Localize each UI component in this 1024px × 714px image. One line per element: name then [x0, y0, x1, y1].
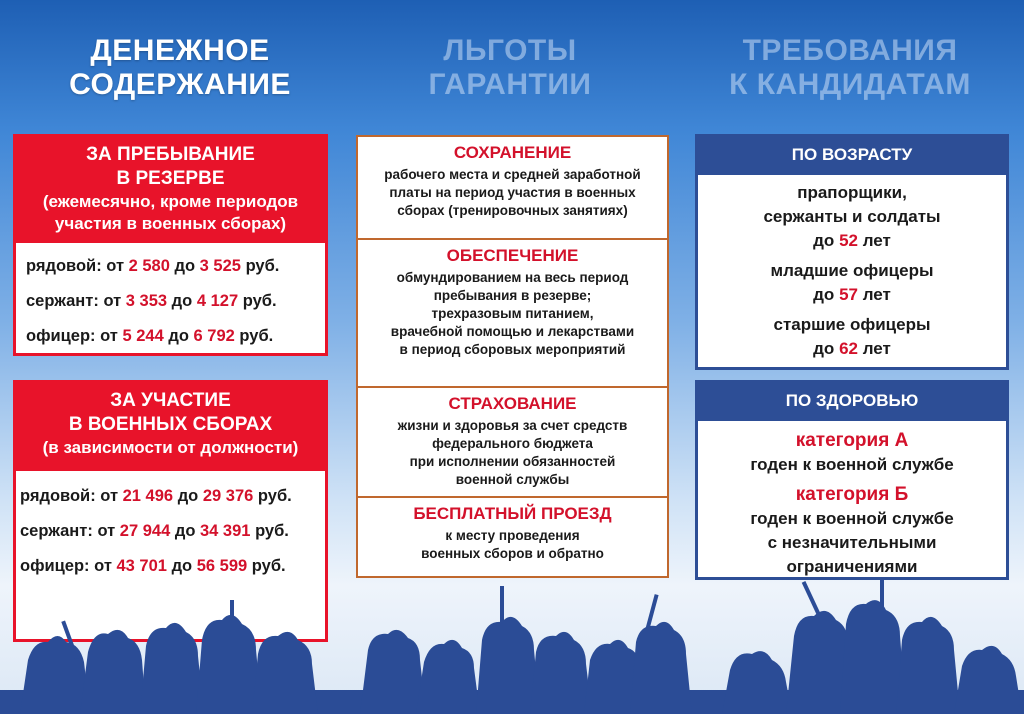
- age-group-junior-officers: [698, 259, 1006, 307]
- benefit-free-travel: [356, 496, 669, 578]
- health-category-label: категория А: [795, 430, 909, 451]
- word-from: от: [106, 257, 125, 275]
- benefit-line: федерального бюджета: [432, 436, 593, 451]
- benefit-body: [358, 164, 667, 220]
- currency: руб.: [242, 292, 277, 310]
- benefit-line: рабочего места и средней заработной: [384, 167, 641, 182]
- word-to: до: [177, 487, 199, 505]
- benefit-title: БЕСПЛАТНЫЙ ПРОЕЗД: [413, 504, 612, 523]
- benefit-line: к месту проведения: [445, 528, 580, 543]
- health-category-desc: ограничениями: [786, 557, 918, 576]
- pay-from: 3 353: [125, 292, 168, 310]
- age-group-label: младшие офицеры: [770, 261, 934, 280]
- currency: руб.: [251, 557, 286, 575]
- soldiers-silhouette: [0, 580, 1024, 714]
- health-requirements-card: [695, 380, 1009, 580]
- benefit-line: при исполнении обязанностей: [409, 454, 616, 469]
- word-from: от: [100, 487, 119, 505]
- age-group-label: сержанты и солдаты: [763, 207, 941, 226]
- heading-requirements: [690, 34, 1010, 102]
- pay-from: 2 580: [128, 257, 170, 275]
- pay-rank: рядовой:: [20, 487, 96, 505]
- pay-from: 5 244: [122, 327, 164, 345]
- health-category-b: [698, 483, 1006, 579]
- reserve-pay-list: [16, 243, 325, 360]
- word-to: до: [171, 557, 193, 575]
- benefit-line: пребывания в резерве;: [433, 288, 592, 303]
- pay-rank: офицер:: [26, 327, 101, 345]
- benefit-preservation: [356, 135, 669, 240]
- age-group-enlisted: [698, 181, 1006, 253]
- age-suffix: лет: [862, 231, 891, 250]
- benefit-provision: [356, 238, 669, 388]
- benefit-line: военных сборов и обратно: [421, 546, 604, 561]
- pay-from: 27 944: [119, 522, 171, 540]
- heading-requirements-line-2: К КАНДИДАТАМ: [729, 68, 971, 101]
- pay-rank: рядовой:: [26, 257, 102, 275]
- age-prefix: до: [813, 285, 835, 304]
- age-limit: [698, 337, 1006, 361]
- reserve-pay-title-2: В РЕЗЕРВЕ: [116, 168, 225, 189]
- pay-to: 34 391: [200, 522, 251, 540]
- benefit-body: [358, 525, 667, 563]
- pay-to: 29 376: [202, 487, 254, 505]
- benefit-line: жизни и здоровья за счет средств: [397, 418, 628, 433]
- reserve-pay-title-1: ЗА ПРЕБЫВАНИЕ: [86, 144, 255, 165]
- age-value: 62: [839, 339, 858, 358]
- pay-from: 21 496: [122, 487, 174, 505]
- pay-rank: офицер:: [20, 557, 90, 575]
- benefit-line: в период сборовых мероприятий: [399, 342, 626, 357]
- age-value: 57: [839, 285, 858, 304]
- heading-benefits: [360, 34, 660, 102]
- pay-to: 6 792: [193, 327, 235, 345]
- heading-money-line-1: ДЕНЕЖНОЕ: [90, 34, 270, 67]
- heading-benefits-line-2: ГАРАНТИИ: [428, 68, 592, 101]
- pay-to: 56 599: [196, 557, 248, 575]
- currency: руб.: [239, 327, 274, 345]
- pay-row: [20, 479, 321, 514]
- age-group-label: старшие офицеры: [773, 315, 931, 334]
- benefit-line: сборах (тренировочных занятиях): [397, 203, 628, 218]
- benefit-line: трехразовым питанием,: [431, 306, 594, 321]
- benefit-body: [358, 415, 667, 489]
- health-header: ПО ЗДОРОВЬЮ: [698, 383, 1006, 421]
- currency: руб.: [245, 257, 280, 275]
- pay-row: [26, 249, 315, 284]
- benefit-title: СТРАХОВАНИЕ: [448, 394, 577, 413]
- reserve-pay-subtitle-2: участия в военных сборах): [54, 214, 287, 233]
- heading-requirements-line-1: ТРЕБОВАНИЯ: [742, 34, 958, 67]
- age-group-label: прапорщики,: [797, 183, 907, 202]
- training-pay-list: [16, 471, 325, 592]
- training-pay-subtitle: (в зависимости от должности): [42, 438, 299, 457]
- pay-row: [20, 549, 321, 584]
- age-suffix: лет: [862, 285, 891, 304]
- age-prefix: до: [813, 231, 835, 250]
- pay-from: 43 701: [116, 557, 167, 575]
- heading-money: [20, 34, 340, 102]
- benefit-body: [358, 267, 667, 359]
- benefit-title: ОБЕСПЕЧЕНИЕ: [446, 246, 579, 265]
- pay-rank: сержант:: [20, 522, 93, 540]
- health-category-desc: годен к военной службе: [750, 455, 954, 474]
- training-pay-title-2: В ВОЕННЫХ СБОРАХ: [68, 414, 273, 435]
- age-requirements-card: [695, 134, 1009, 370]
- pay-rank: сержант:: [26, 292, 99, 310]
- word-to: до: [168, 327, 189, 345]
- word-from: от: [97, 522, 116, 540]
- age-suffix: лет: [862, 339, 891, 358]
- pay-to: 3 525: [199, 257, 241, 275]
- reserve-pay-subtitle-1: (ежемесячно, кроме периодов: [42, 192, 299, 211]
- word-from: от: [103, 292, 122, 310]
- benefit-line: обмундированием на весь период: [396, 270, 629, 285]
- word-from: от: [100, 327, 118, 345]
- pay-row: [26, 319, 315, 354]
- word-from: от: [94, 557, 112, 575]
- benefit-insurance: [356, 386, 669, 498]
- benefit-line: платы на период участия в военных: [389, 185, 636, 200]
- training-pay-header: [16, 383, 325, 471]
- currency: руб.: [255, 522, 289, 540]
- pay-row: [20, 514, 321, 549]
- benefit-line: военной службы: [455, 472, 570, 487]
- currency: руб.: [257, 487, 292, 505]
- age-limit: [698, 229, 1006, 253]
- heading-benefits-line-1: ЛЬГОТЫ: [443, 34, 577, 67]
- benefit-title: СОХРАНЕНИЕ: [453, 143, 572, 162]
- reserve-pay-card: [13, 134, 328, 356]
- health-category-label: категория Б: [795, 484, 909, 505]
- word-to: до: [174, 522, 196, 540]
- health-category-desc: годен к военной службе: [750, 509, 954, 528]
- training-pay-title-1: ЗА УЧАСТИЕ: [110, 390, 231, 411]
- heading-money-line-2: СОДЕРЖАНИЕ: [69, 68, 291, 101]
- health-category-desc: с незначительными: [767, 533, 937, 552]
- pay-to: 4 127: [196, 292, 239, 310]
- age-limit: [698, 283, 1006, 307]
- age-prefix: до: [813, 339, 835, 358]
- age-group-senior-officers: [698, 313, 1006, 361]
- age-header: ПО ВОЗРАСТУ: [698, 137, 1006, 175]
- age-value: 52: [839, 231, 858, 250]
- pay-row: [26, 284, 315, 319]
- word-to: до: [171, 292, 193, 310]
- reserve-pay-header: [16, 137, 325, 243]
- word-to: до: [174, 257, 196, 275]
- benefit-line: врачебной помощью и лекарствами: [390, 324, 635, 339]
- health-category-a: [698, 429, 1006, 477]
